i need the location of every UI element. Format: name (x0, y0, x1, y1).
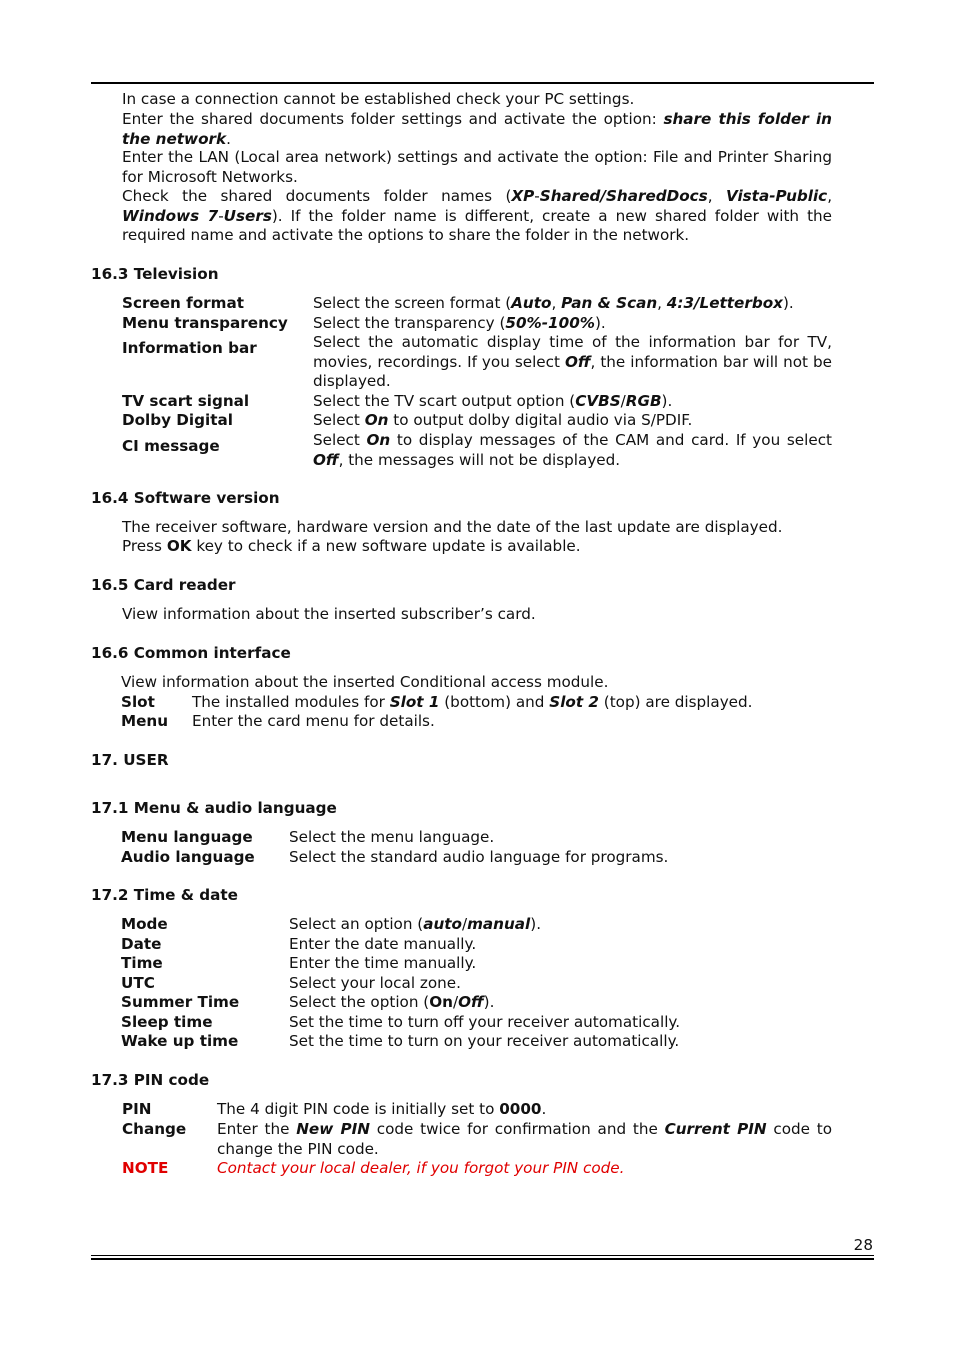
definition (313, 333, 832, 392)
text: - (218, 206, 224, 225)
definition (289, 915, 541, 935)
definition: Select the standard audio language for programs. (289, 848, 669, 866)
footer-rule (91, 1258, 874, 1260)
option-text: Off (313, 450, 339, 469)
text: Select the option ( (289, 993, 430, 1011)
text: , (827, 187, 833, 205)
option-text: Windows 7 (122, 206, 219, 225)
paragraph: View information about the inserted subscriber’s card. (122, 605, 536, 623)
text: / (452, 993, 459, 1011)
option-text: Shared/SharedDocs (539, 187, 708, 205)
term: Slot (121, 693, 155, 711)
intro-lan-paragraph: Enter the LAN (Local area network) settings and activate the option: File and Printer Sharing for Microsoft Networks. (122, 148, 832, 186)
term: Sleep time (121, 1013, 213, 1031)
section-heading: 16.5 Card reader (91, 576, 236, 594)
option-text: New PIN (296, 1120, 370, 1138)
term: TV scart signal (122, 392, 250, 410)
text: Select the automatic display time of the information bar for TV, movies, recordings. If you select (313, 333, 832, 371)
option-text: RGB (625, 392, 662, 410)
term: UTC (121, 974, 155, 992)
pin-value: 0000 (499, 1100, 542, 1118)
option-text: On (366, 431, 391, 449)
term: Wake up time (121, 1032, 239, 1050)
text: Select the screen format ( (313, 294, 512, 312)
intro-folder-paragraph (122, 187, 832, 246)
term: Menu transparency (122, 314, 288, 332)
text: to output dolby digital audio via S/PDIF. (388, 411, 693, 429)
definition: Select the screen format (Auto, Pan & Scan, 4:3/Letterbox). (313, 294, 794, 312)
term: Change (122, 1120, 187, 1138)
text: The 4 digit PIN code is initially set to (217, 1100, 500, 1118)
text: code to change the PIN code. (217, 1120, 832, 1158)
note-label: NOTE (122, 1159, 169, 1177)
intro-share-paragraph (122, 110, 832, 149)
option-text: Auto (511, 294, 552, 312)
text: (bottom) and (439, 693, 550, 711)
term: Audio language (121, 848, 255, 866)
term: Menu language (121, 828, 253, 846)
text: / (620, 392, 626, 410)
section-heading: 17.2 Time & date (91, 886, 238, 904)
note-text: Contact your local dealer, if you forgot your PIN code. (217, 1159, 625, 1177)
option-text: On (364, 411, 389, 429)
text: Select the TV scart output option ( (313, 392, 576, 410)
term: Information bar (122, 339, 257, 357)
text: - (534, 187, 540, 205)
section-heading: 16.6 Common interface (91, 644, 291, 662)
text: The installed modules for (192, 693, 390, 711)
term: PIN (122, 1100, 152, 1118)
option-text: Users (223, 206, 272, 225)
option-text: auto (423, 915, 462, 933)
text: Enter the shared documents folder settings and activate the option: (122, 110, 664, 128)
chapter-heading: 17. USER (91, 751, 169, 769)
option-text: Slot 1 (389, 693, 440, 711)
text: Check the shared documents folder names ( (122, 187, 512, 205)
page-number: 28 (853, 1236, 873, 1254)
text: ). (782, 294, 794, 312)
option-text: On (429, 993, 453, 1011)
option-text: 4:3/Letterbox (666, 294, 783, 312)
definition: Select the menu language. (289, 828, 495, 846)
section-heading: 17.3 PIN code (91, 1071, 210, 1089)
definition (217, 1120, 832, 1159)
section-heading: 16.3 Television (91, 265, 219, 283)
option-text: share this folder in the network (122, 110, 832, 148)
definition: Enter the time manually. (289, 954, 477, 972)
definition (192, 693, 753, 713)
header-rule (91, 82, 874, 84)
definition (289, 993, 494, 1013)
footer-rule (91, 1255, 874, 1256)
option-text: CVBS (575, 392, 621, 410)
term: Menu (121, 712, 169, 730)
text: code twice for confirmation and the (369, 1120, 665, 1138)
option-text: Off (564, 352, 591, 371)
definition: Set the time to turn off your receiver automatically. (289, 1013, 681, 1031)
option-text: XP (511, 187, 535, 205)
term: Mode (121, 915, 168, 933)
paragraph: View information about the inserted Conditional access module. (121, 673, 609, 691)
text: Select the transparency ( (313, 314, 506, 332)
text: . (541, 1100, 547, 1118)
text: ). (530, 915, 542, 933)
definition (313, 314, 606, 334)
text: Select (313, 411, 365, 429)
definition (313, 411, 692, 431)
text: , the messages will not be displayed. (338, 450, 621, 469)
option-text: Vista-Public (725, 187, 828, 205)
text: ). (661, 392, 673, 410)
term: Date (121, 935, 162, 953)
definition: Enter the date manually. (289, 935, 477, 953)
text: Press (122, 537, 167, 555)
text: , the information bar will not be displayed. (313, 352, 832, 390)
text: . (226, 129, 231, 148)
text: ). (594, 314, 606, 332)
paragraph: The receiver software, hardware version and the date of the last update are displayed. (122, 518, 783, 536)
text: Enter the (217, 1120, 297, 1138)
text: (top) are displayed. (598, 693, 753, 711)
option-text: 50%-100% (505, 314, 595, 332)
definition (313, 392, 672, 412)
option-text: Pan & Scan (561, 294, 658, 312)
term: CI message (122, 437, 220, 455)
intro-line: In case a connection cannot be established check your PC settings. (122, 90, 635, 108)
option-text: Off (458, 993, 484, 1011)
term: Time (121, 954, 163, 972)
definition: Set the time to turn on your receiver automatically. (289, 1032, 680, 1050)
option-text: Slot 2 (549, 693, 599, 711)
key-text: OK (166, 537, 192, 555)
definition (313, 431, 832, 470)
term: Summer Time (121, 993, 240, 1011)
definition: Enter the card menu for details. (192, 712, 435, 730)
section-heading: 17.1 Menu & audio language (91, 799, 337, 817)
option-text: Current PIN (664, 1120, 767, 1138)
text: Select (313, 431, 367, 449)
term: Dolby Digital (122, 411, 233, 429)
definition: Select your local zone. (289, 974, 461, 992)
term: Screen format (122, 294, 244, 312)
text: Select an option ( (289, 915, 424, 933)
paragraph (122, 537, 581, 557)
text: , (707, 187, 726, 205)
section-heading: 16.4 Software version (91, 489, 280, 507)
text: ). If the folder name is different, create a new shared folder with the required name and activate the options to share the folder in the network. (122, 206, 832, 244)
text: key to check if a new software update is available. (191, 537, 581, 555)
text: to display messages of the CAM and card. If you select (390, 431, 832, 449)
text: ). (483, 993, 495, 1011)
option-text: manual (467, 915, 531, 933)
text: / (461, 915, 468, 933)
definition (217, 1100, 546, 1120)
